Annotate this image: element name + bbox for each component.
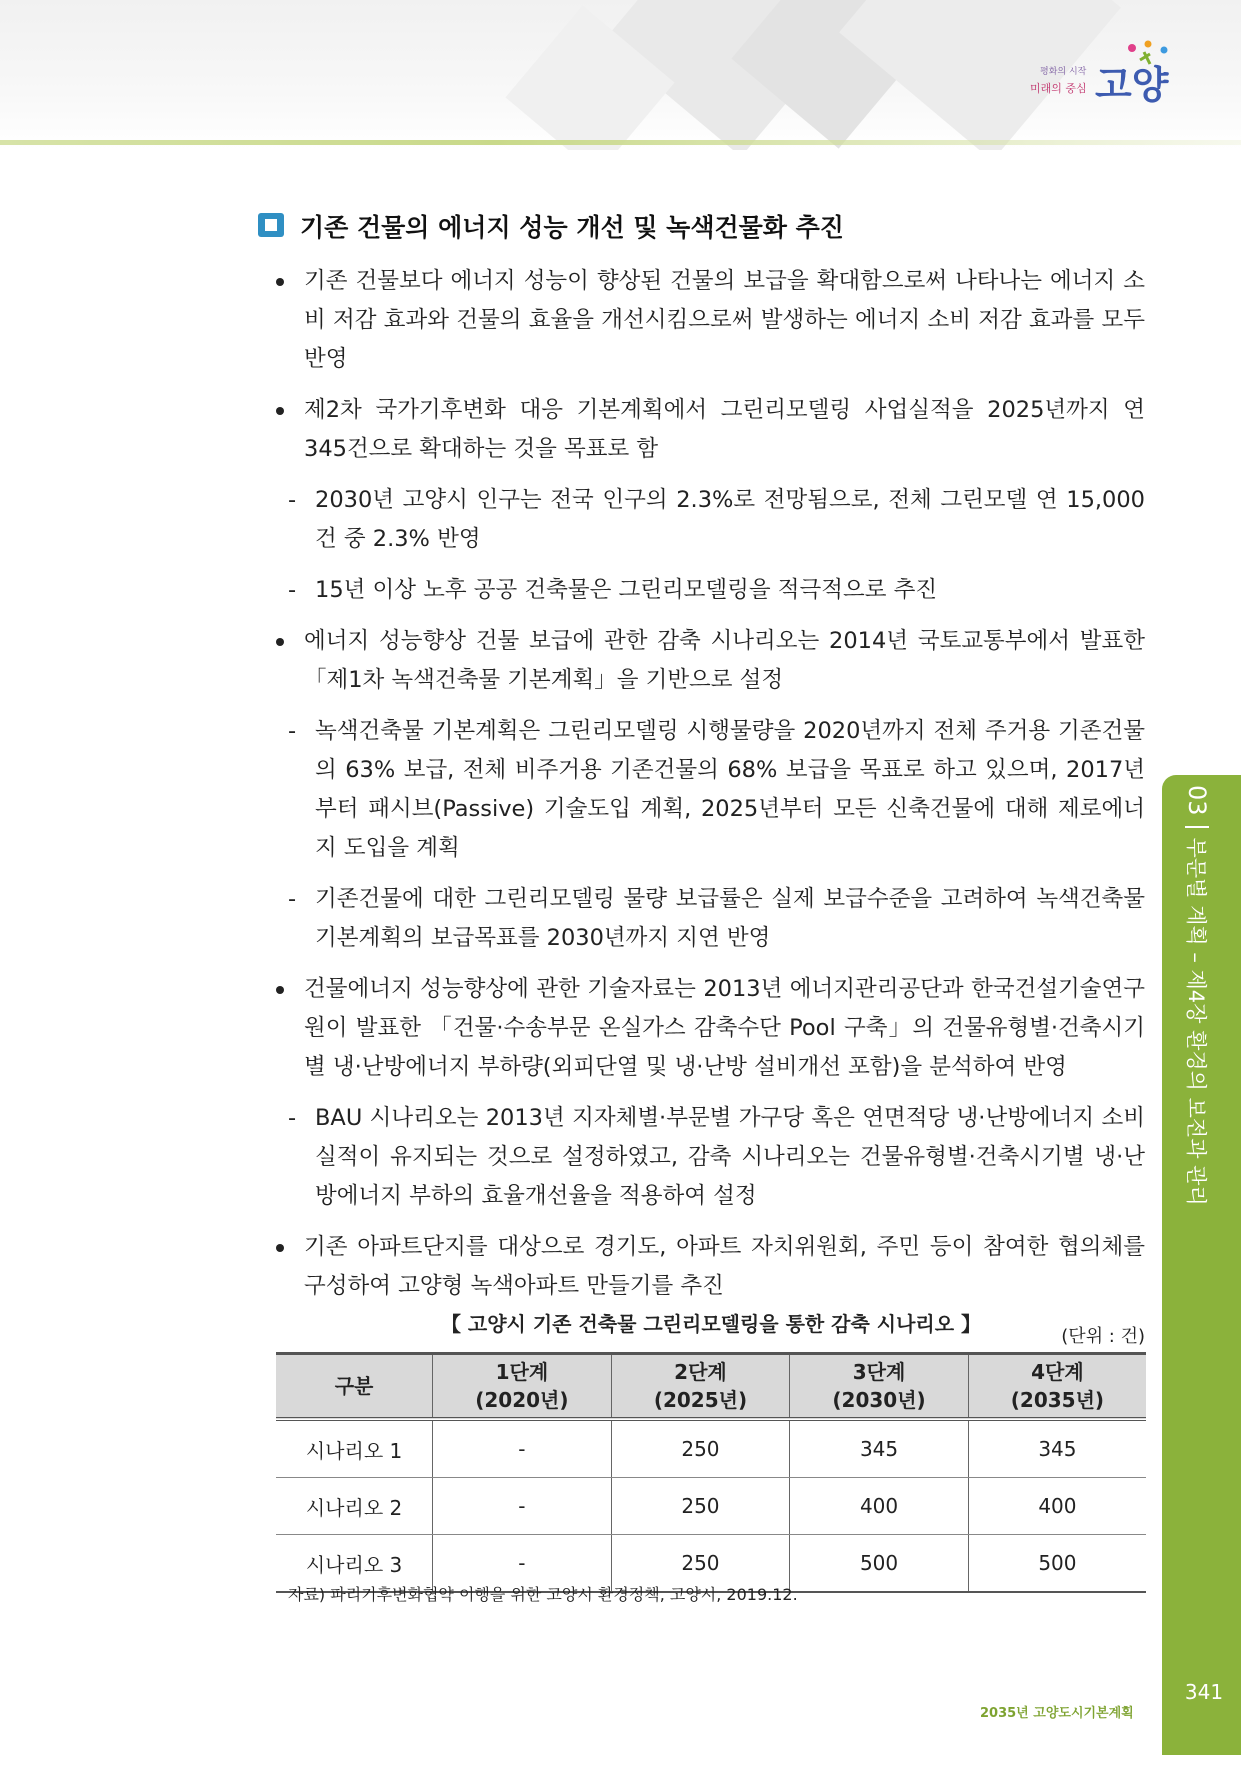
scenario-table (276, 1352, 1146, 1593)
footer-plan-name: 2035년 고양도시기본계획 (980, 1706, 1134, 1721)
header-cell: 2단계 (2025년) (611, 1354, 790, 1420)
bullet-item: 건물에너지 성능향상에 관한 기술자료는 2013년 에너지관리공단과 한국건설기술연구원이 발표한 「건물·수송부문 온실가스 감축수단 Pool 구축」의 건물유형별·건축시기별 냉·난방에너지 부하량(외피단열 및 냉·난방 설비개선 포함)을 분석하여 반영 (270, 970, 1145, 1087)
table-row (276, 1478, 1146, 1535)
table-cell: 345 (968, 1419, 1146, 1478)
table-source: 자료) 파리기후변화협약 이행을 위한 고양시 환경정책, 고양시, 2019.12. (288, 1585, 798, 1604)
table-cell: - (433, 1419, 612, 1478)
table-cell: 400 (790, 1478, 969, 1535)
bullet-item: 에너지 성능향상 건물 보급에 관한 감축 시나리오는 2014년 국토교통부에서 발표한 「제1차 녹색건축물 기본계획」을 기반으로 설정 (270, 622, 1145, 700)
table-cell: 250 (611, 1419, 790, 1478)
logo-slogan-2: 미래의 중심 (1030, 82, 1087, 95)
chapter-number: 03 (1183, 785, 1211, 816)
table-caption: 【 고양시 기존 건축물 그린리모델링을 통한 감축 시나리오 】 (440, 1312, 982, 1336)
row-label: 시나리오 2 (276, 1478, 433, 1535)
row-label: 시나리오 1 (276, 1419, 433, 1478)
header-cell: 4단계 (2035년) (968, 1354, 1146, 1420)
body-content (270, 262, 1145, 1318)
logo-figures-icon (1120, 38, 1180, 78)
table-row (276, 1419, 1146, 1478)
chapter-label (1172, 785, 1212, 1785)
sub-item: - BAU 시나리오는 2013년 지자체별·부문별 가구당 혹은 연면적당 냉·난방에너지 소비 실적이 유지되는 것으로 설정하였고, 감축 시나리오는 건물유형별·건축시기별 냉·난방에너지 부하의 효율개선율을 적용하여 설정 (288, 1105, 1145, 1209)
table-cell: 500 (968, 1535, 1146, 1593)
sub-item: - 기존건물에 대한 그린리모델링 물량 보급률은 실제 보급수준을 고려하여 녹색건축물 기본계획의 보급목표를 2030년까지 지연 반영 (288, 886, 1145, 951)
table-cell: 345 (790, 1419, 969, 1478)
header-cell: 3단계 (2030년) (790, 1354, 969, 1420)
header-accent-line (0, 140, 1241, 145)
logo-name: 고양 (1095, 63, 1169, 107)
sub-item: - 2030년 고양시 인구는 전국 인구의 2.3%로 전망됨으로, 전체 그린모델 연 15,000건 중 2.3% 반영 (288, 487, 1145, 552)
bullet-item: 기존 아파트단지를 대상으로 경기도, 아파트 자치위원회, 주민 등이 참여한 협의체를 구성하여 고양형 녹색아파트 만들기를 추진 (270, 1228, 1145, 1306)
section-title: 기존 건물의 에너지 성능 개선 및 녹색건물화 추진 (300, 213, 844, 242)
table-cell: - (433, 1535, 612, 1593)
table-cell: 500 (790, 1535, 969, 1593)
table-unit: (단위 : 건) (1061, 1326, 1145, 1347)
table-header-row (276, 1354, 1146, 1420)
bullet-item: 기존 건물보다 에너지 성능이 향상된 건물의 보급을 확대함으로써 나타나는 에너지 소비 저감 효과와 건물의 효율을 개선시킴으로써 발생하는 에너지 소비 저감 효과를 모두 반영 (270, 262, 1145, 379)
sub-item: - 15년 이상 노후 공공 건축물은 그린리모델링을 적극적으로 추진 (288, 577, 938, 603)
table-cell: 250 (611, 1535, 790, 1593)
sub-item: - 녹색건축물 기본계획은 그린리모델링 시행물량을 2020년까지 전체 주거용 기존건물의 63% 보급, 전체 비주거용 기존건물의 68% 보급을 목표로 하고 있으며, 2017년부터 패시브(Passive) 기술도입 계획, 2025년부터 모든 신축건물에 대해 제로에너지 도입을 계획 (288, 718, 1145, 861)
header-cell: 구분 (276, 1354, 433, 1420)
bullet-item: 제2차 국가기후변화 대응 기본계획에서 그린리모델링 사업실적을 2025년까지 연 345건으로 확대하는 것을 목표로 함 (270, 391, 1145, 469)
chapter-title: 부문별 계획 – 제4장 환경의 보전과 관리 (1184, 837, 1208, 1206)
page-number: 341 (1184, 1680, 1224, 1704)
logo-slogan-1: 평화의 시작 (1040, 67, 1087, 77)
row-label: 시나리오 3 (276, 1535, 433, 1593)
table-cell: 250 (611, 1478, 790, 1535)
goyang-logo (1030, 40, 1190, 120)
table-cell: 400 (968, 1478, 1146, 1535)
table-cell: - (433, 1478, 612, 1535)
chapter-divider (1185, 826, 1209, 828)
header-cell: 1단계 (2020년) (433, 1354, 612, 1420)
